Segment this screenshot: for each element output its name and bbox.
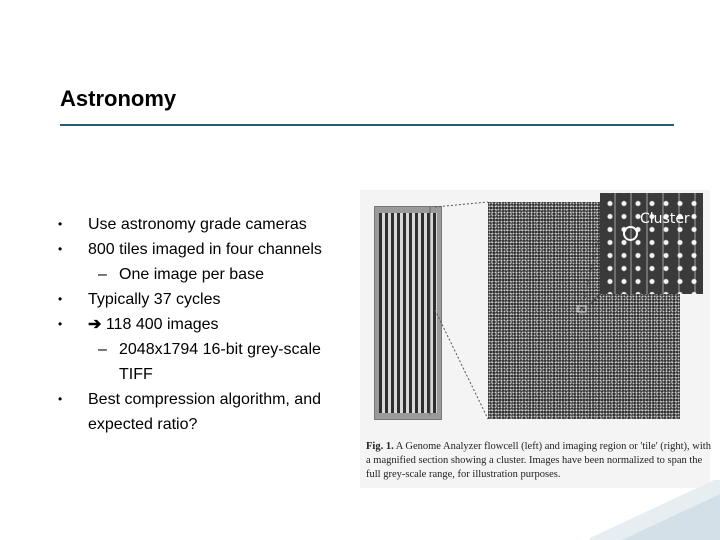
caption-label: Fig. 1.: [366, 441, 394, 452]
magnified-section-image: [600, 193, 703, 294]
bullet-marker: •: [58, 292, 63, 306]
bullet-item: [58, 387, 358, 437]
bullet-marker: •: [58, 242, 63, 256]
bullet-text: Best compression algorithm, and expected ratio?: [88, 391, 321, 433]
sub-bullet-marker: –: [98, 341, 107, 358]
bullet-item: [58, 212, 358, 237]
bullet-marker: •: [58, 392, 63, 406]
flowcell-image: [374, 206, 442, 420]
sub-bullet-item: [58, 262, 358, 287]
cluster-label: Cluster: [640, 211, 690, 227]
cluster-circle-marker: [623, 226, 638, 241]
sub-bullet-text: 2048x1794 16-bit grey-scale TIFF: [119, 341, 321, 383]
figure-caption: [366, 440, 716, 482]
bullet-text: Typically 37 cycles: [88, 291, 221, 308]
sub-bullet-text: One image per base: [119, 266, 264, 283]
decorative-corner: [590, 480, 720, 540]
sub-bullet-item: [58, 337, 358, 387]
bullet-list: [58, 212, 358, 437]
slide-title: Astronomy: [60, 86, 177, 111]
right-arrow-icon: ➔: [88, 316, 102, 333]
bullet-marker: •: [58, 317, 63, 331]
caption-text: A Genome Analyzer flowcell (left) and imaging region or 'tile' (right), with a magnified section showing a cluster. Images have been normalized to span the full grey-scale range, for illustration purposes.: [366, 441, 711, 480]
bullet-text: Use astronomy grade cameras: [88, 216, 307, 233]
bullet-text: 800 tiles imaged in four channels: [88, 241, 322, 258]
title-divider: [60, 124, 674, 126]
bullet-text: 118 400 images: [105, 316, 219, 333]
flowcell-lanes: [379, 213, 437, 413]
bullet-item: [58, 312, 358, 337]
bullet-item: [58, 237, 358, 262]
sub-bullet-marker: –: [98, 266, 107, 283]
bullet-item: [58, 287, 358, 312]
bullet-marker: •: [58, 217, 63, 231]
